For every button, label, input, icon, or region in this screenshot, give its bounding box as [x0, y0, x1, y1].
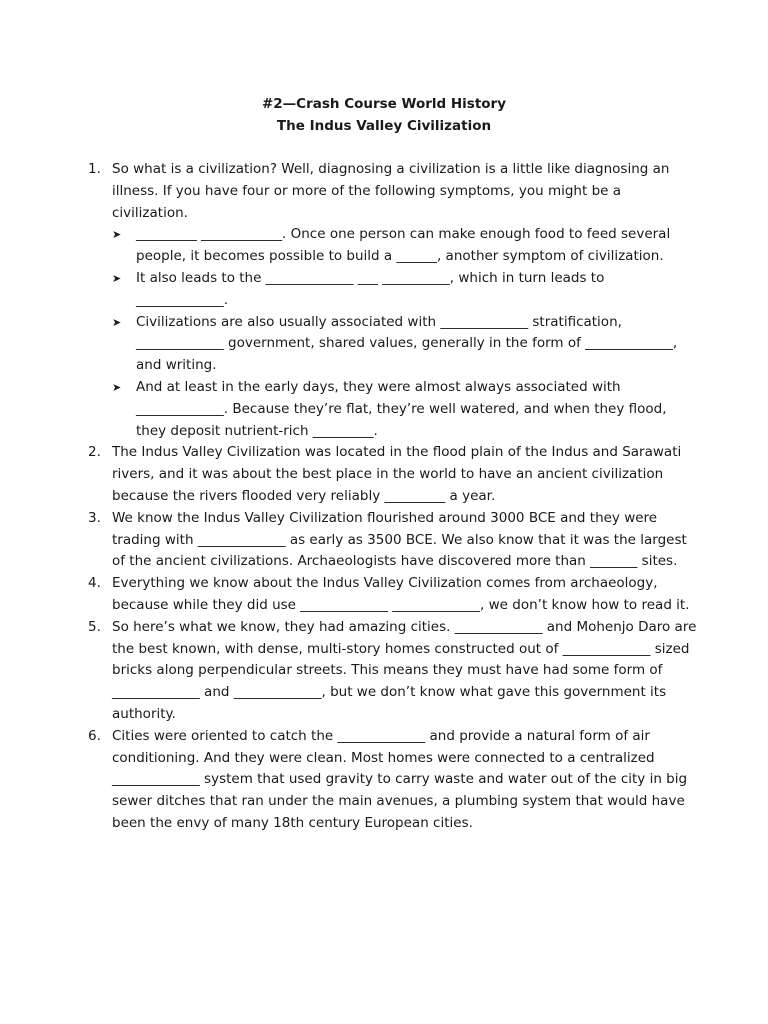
bullet-item-2 — [112, 268, 700, 312]
arrow-bullet-icon: ➤ — [112, 228, 122, 242]
question-text: The Indus Valley Civilization was located in the flood plain of the Indus and Sarawati rivers, and it was about the best place in the world to have an ancient civilization because the rivers flooded very reliably _________ a year. — [112, 444, 682, 504]
bullet-text: And at least in the early days, they were almost always associated with _____________. Because they’re flat, they’re well watered, and when they flood, they deposit nutrient-rich _________. — [136, 378, 667, 439]
question-text: So here’s what we know, they had amazing cities. _____________ and Mohenjo Daro are the best known, with dense, multi-story homes constructed out of _____________ sized bricks along perpendicular streets. This means they must have had some form of _____________ and _____________, but we don’t know what gave this government its authority. — [112, 618, 697, 722]
bullet-text: Civilizations are also usually associated with _____________ stratification, _____________ government, shared values, generally in the form of _____________, and writing. — [136, 313, 678, 374]
question-number: 3. — [88, 509, 101, 526]
question-text: Everything we know about the Indus Valley Civilization comes from archaeology, because while they did use _____________ _____________, we don’t know how to read it. — [112, 575, 690, 613]
bullet-item-3 — [112, 312, 700, 377]
worksheet-header — [0, 93, 768, 137]
worksheet-title: #2—Crash Course World History — [261, 96, 507, 112]
question-item-2 — [88, 442, 700, 507]
worksheet-subtitle: The Indus Valley Civilization — [276, 118, 492, 134]
question-item-3 — [88, 508, 700, 573]
question-item-4 — [88, 573, 700, 617]
question-text: We know the Indus Valley Civilization flourished around 3000 BCE and they were trading with _____________ as early as 3500 BCE. We also know that it was the largest of the ancient civilizations. Archaeologists have discovered more than _______ sites. — [112, 509, 687, 570]
question-item-1 — [88, 159, 700, 442]
question-number: 6. — [88, 727, 101, 744]
question-item-6 — [88, 726, 700, 835]
question-1-bullets — [112, 224, 700, 442]
question-number: 5. — [88, 618, 101, 635]
question-text: So what is a civilization? Well, diagnosing a civilization is a little like diagnosing an illness. If you have four or more of the following symptoms, you might be a civilization. — [112, 161, 670, 221]
bullet-item-1 — [112, 224, 700, 268]
question-text: Cities were oriented to catch the _____________ and provide a natural form of air conditioning. And they were clean. Most homes were connected to a centralized _____________ system that used gravity to carry waste and water out of the city in big sewer ditches that ran under the main avenues, a plumbing system that would have been the envy of many 18th century European cities. — [112, 727, 688, 831]
arrow-bullet-icon: ➤ — [112, 315, 122, 329]
question-number: 2. — [88, 444, 101, 461]
bullet-item-4 — [112, 377, 700, 442]
arrow-bullet-icon: ➤ — [112, 271, 122, 285]
question-number: 4. — [88, 575, 101, 592]
question-list — [88, 159, 700, 835]
question-number: 1. — [88, 161, 101, 177]
arrow-bullet-icon: ➤ — [112, 380, 122, 394]
bullet-text: It also leads to the _____________ ___ __________, which in turn leads to _____________. — [136, 269, 605, 308]
bullet-text: _________ ____________. Once one person can make enough food to feed several people, it becomes possible to build a ______, another symptom of civilization. — [136, 226, 671, 265]
question-item-5 — [88, 617, 700, 726]
